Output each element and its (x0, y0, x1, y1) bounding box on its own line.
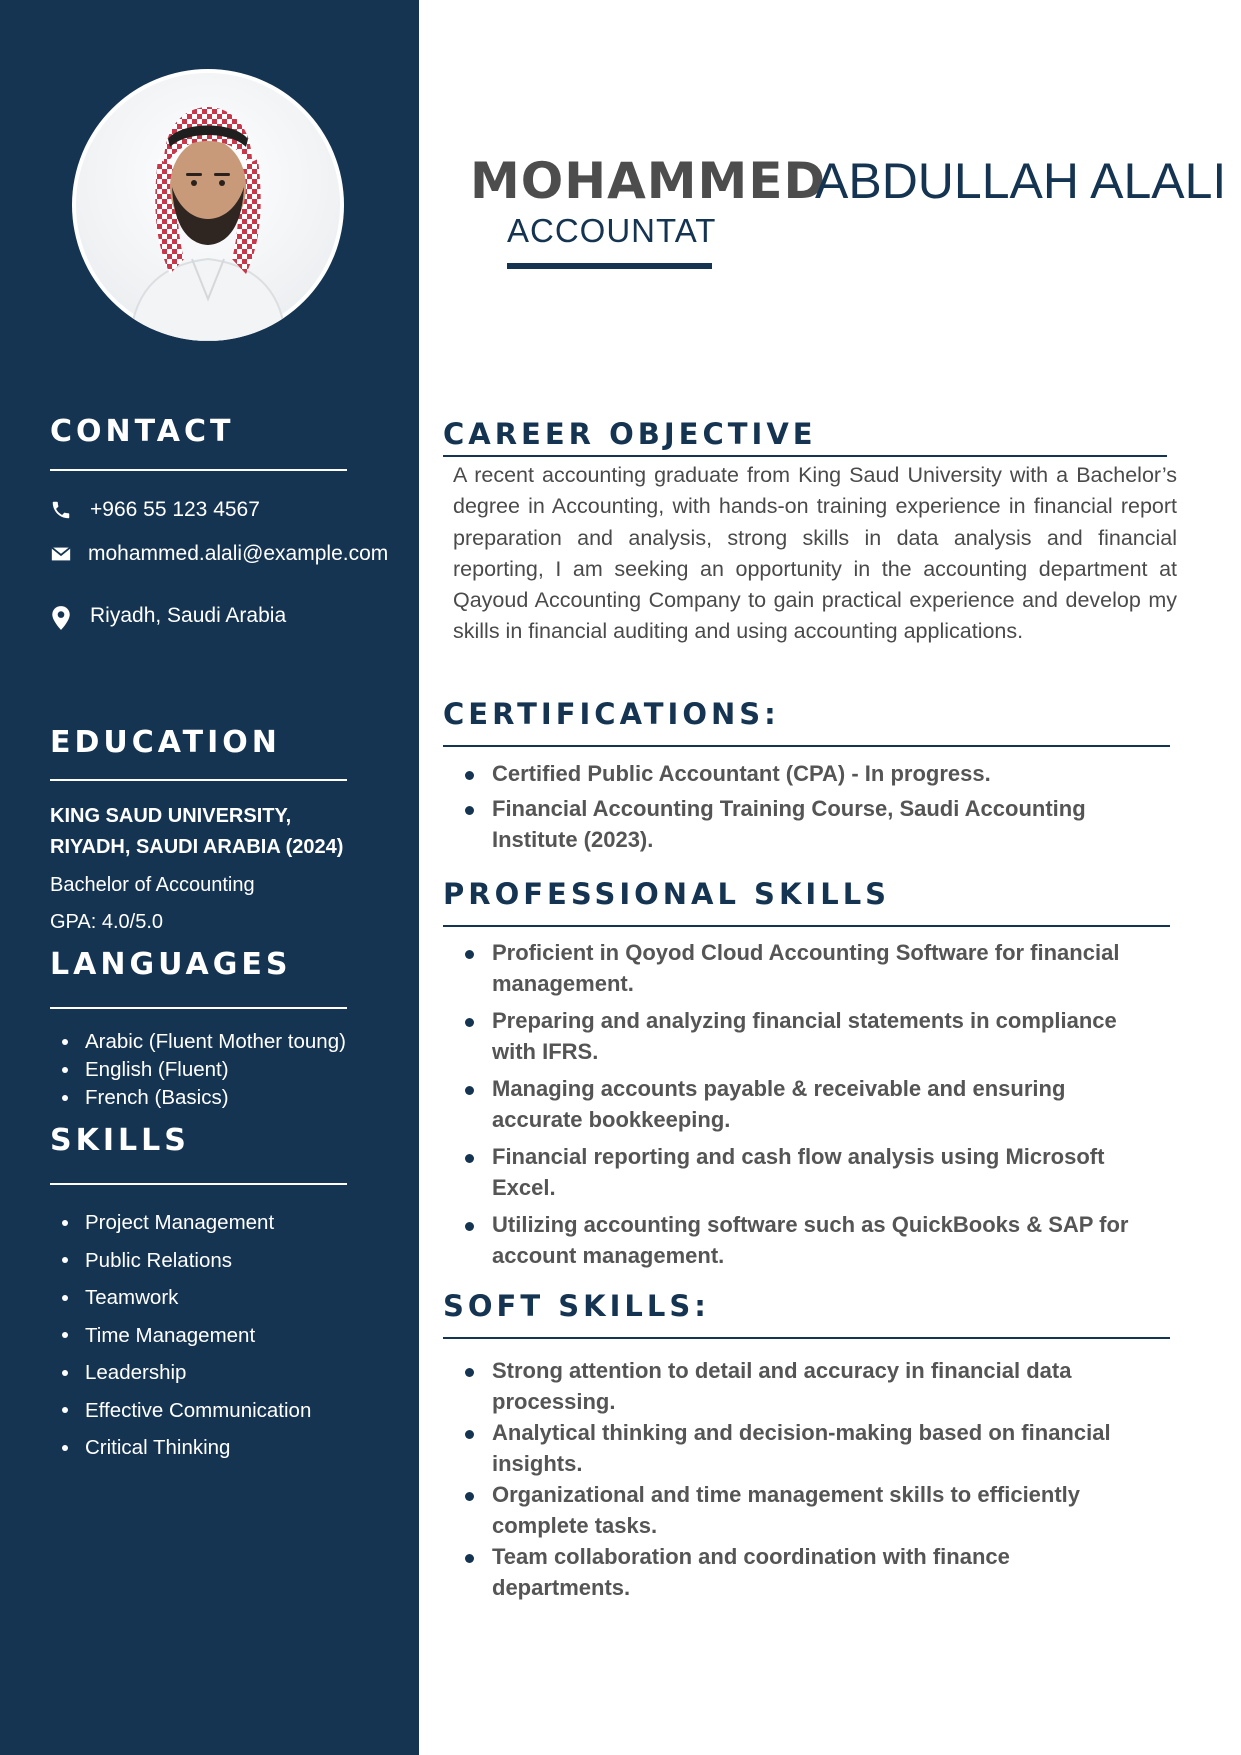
skills-title: SKILLS (50, 1123, 190, 1158)
job-title-underline (507, 263, 712, 269)
contact-email (50, 542, 388, 566)
professional-skills-title: PROFESSIONAL SKILLS (443, 877, 891, 911)
envelope-icon (50, 543, 72, 565)
contact-section (50, 414, 350, 471)
certifications-divider (443, 745, 1170, 747)
soft-skills-title: SOFT SKILLS: (443, 1289, 710, 1323)
list-item: Effective Communication (50, 1392, 350, 1430)
education-school (50, 801, 370, 863)
soft-skills-section (443, 1289, 1170, 1339)
map-pin-icon (50, 605, 72, 627)
list-item: Team collaboration and coordination with finance departments. (462, 1541, 1142, 1603)
list-item: Arabic (Fluent Mother toung) (50, 1028, 350, 1056)
soft-skills-list (462, 1355, 1142, 1603)
list-item: Leadership (50, 1354, 350, 1392)
certifications-section (443, 697, 1170, 747)
first-name: MOHAMMED (470, 152, 826, 210)
list-item: Time Management (50, 1317, 350, 1355)
languages-list (50, 1028, 350, 1112)
profile-photo (72, 69, 344, 341)
professional-skills-list (462, 937, 1142, 1271)
list-item: Critical Thinking (50, 1429, 350, 1467)
education-school-line1: KING SAUD UNIVERSITY, (50, 805, 292, 827)
list-item: Utilizing accounting software such as QuickBooks & SAP for account management. (462, 1209, 1142, 1271)
career-objective-divider (443, 455, 1167, 457)
career-objective-text: A recent accounting graduate from King Saud University with a Bachelor’s degree in Accounting, with hands-on training experience in financial report preparation and analysis, strong skills in data analysis and financial reporting, I am seeking an opportunity in the accounting department at Qayoud Accounting Company to gain practical experience and develop my skills in financial auditing and using accounting applications. (453, 463, 1177, 644)
list-item: Teamwork (50, 1279, 350, 1317)
education-section (50, 725, 350, 934)
phone-text[interactable]: +966 55 123 4567 (90, 498, 260, 521)
list-item: Analytical thinking and decision-making based on financial insights. (462, 1417, 1142, 1479)
contact-location (50, 604, 286, 628)
soft-skills-divider (443, 1337, 1170, 1339)
languages-title: LANGUAGES (50, 947, 292, 982)
education-gpa: GPA: 4.0/5.0 (50, 911, 164, 933)
skills-divider (50, 1183, 347, 1185)
contact-phone (50, 498, 260, 522)
profile-photo-image (72, 69, 344, 341)
list-item: Strong attention to detail and accuracy in financial data processing. (462, 1355, 1142, 1417)
list-item: Proficient in Qoyod Cloud Accounting Software for financial management. (462, 937, 1142, 999)
phone-icon (50, 499, 72, 521)
email-text[interactable]: mohammed.alali@example.com (88, 542, 389, 565)
list-item: English (Fluent) (50, 1056, 350, 1084)
job-title: ACCOUNTAT (507, 212, 717, 249)
contact-title: CONTACT (50, 414, 235, 449)
list-item: Project Management (50, 1204, 350, 1242)
list-item: Public Relations (50, 1242, 350, 1280)
certifications-list (462, 758, 1142, 855)
list-item: Managing accounts payable & receivable and ensuring accurate bookkeeping. (462, 1073, 1142, 1135)
sidebar (0, 0, 419, 1755)
career-objective-section (443, 417, 1170, 457)
list-item: Preparing and analyzing financial statements in compliance with IFRS. (462, 1005, 1142, 1067)
certifications-title: CERTIFICATIONS: (443, 697, 780, 731)
list-item: Financial reporting and cash flow analysis using Microsoft Excel. (462, 1141, 1142, 1203)
list-item: Financial Accounting Training Course, Saudi Accounting Institute (2023). (462, 793, 1142, 855)
last-name: ABDULLAH ALALI (815, 153, 1227, 209)
list-item: Organizational and time management skills to efficiently complete tasks. (462, 1479, 1142, 1541)
education-title: EDUCATION (50, 725, 281, 760)
skills-list (50, 1204, 350, 1467)
languages-divider (50, 1007, 347, 1009)
languages-section (50, 947, 350, 1112)
professional-skills-section (443, 877, 1170, 927)
career-objective-title: CAREER OBJECTIVE (443, 417, 817, 451)
education-divider (50, 779, 347, 781)
skills-section (50, 1123, 350, 1467)
location-text: Riyadh, Saudi Arabia (90, 604, 287, 627)
professional-skills-divider (443, 925, 1170, 927)
list-item: French (Basics) (50, 1084, 350, 1112)
list-item: Certified Public Accountant (CPA) - In progress. (462, 758, 1142, 789)
education-school-line2: RIYADH, SAUDI ARABIA (2024) (50, 836, 344, 858)
contact-divider (50, 469, 347, 471)
education-degree: Bachelor of Accounting (50, 874, 255, 896)
